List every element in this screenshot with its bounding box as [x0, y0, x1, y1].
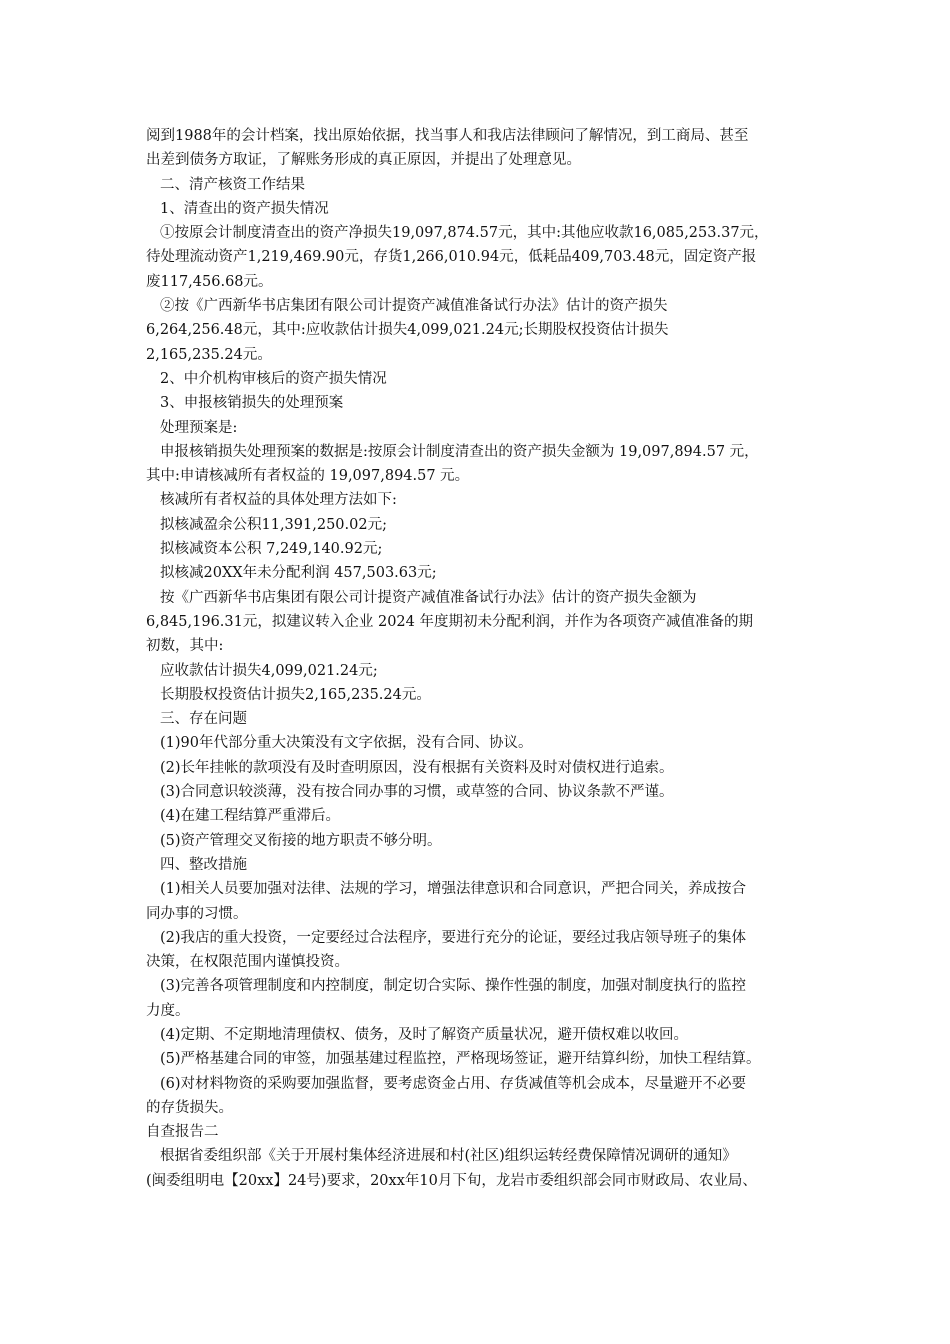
text-line: 拟核减20XX年未分配利润 457,503.63元;	[160, 565, 437, 582]
section-heading: 四、整改措施	[160, 856, 247, 873]
text-line: 阅到1988年的会计档案，找出原始依据，找当事人和我店法律顾问了解情况，到工商局、甚至	[146, 128, 749, 144]
document-page	[146, 124, 822, 1193]
text-line: (闽委组明电【20xx】24号)要求，20xx年10月下旬，龙岩市委组织部会同市财政局、农业局、	[146, 1172, 757, 1189]
section-heading: 二、清产核资工作结果	[160, 176, 305, 193]
text-line: 长期股权投资估计损失2,165,235.24元。	[160, 686, 431, 703]
list-item: (2)我店的重大投资，一定要经过合法程序，要进行充分的论证，要经过我店领导班子的集体	[160, 929, 747, 946]
text-line: 拟核减资本公积 7,249,140.92元;	[160, 541, 383, 558]
text-line: 待处理流动资产1,219,469.90元，存货1,266,010.94元，低耗品409,703.48元，固定资产报	[146, 249, 757, 266]
list-item: (3)完善各项管理制度和内控制度，制定切合实际、操作性强的制度，加强对制度执行的监控	[160, 978, 747, 995]
text-line: 出差到债务方取证，了解账务形成的真正原因，并提出了处理意见。	[146, 152, 581, 169]
text-line: ①按原会计制度清查出的资产净损失19,097,874.57元，其中:其他应收款16,085,253.37元，	[160, 225, 769, 242]
text-line: 的存货损失。	[146, 1099, 233, 1116]
list-item: (1)相关人员要加强对法律、法规的学习，增强法律意识和合同意识，严把合同关，养成按合	[160, 881, 747, 898]
subsection-heading: 3、申报核销损失的处理预案	[160, 395, 344, 412]
section-heading: 三、存在问题	[160, 711, 247, 728]
subsection-heading: 1、清查出的资产损失情况	[160, 200, 329, 217]
text-line: 力度。	[146, 1002, 190, 1019]
list-item: (5)严格基建合同的审签，加强基建过程监控，严格现场签证，避开结算纠纷，加快工程结算。	[160, 1051, 761, 1068]
text-line: 其中:申请核减所有者权益的 19,097,894.57 元。	[146, 468, 470, 485]
subsection-heading: 2、中介机构审核后的资产损失情况	[160, 370, 387, 387]
list-item: (1)90年代部分重大决策没有文字依据，没有合同、协议。	[160, 735, 533, 752]
list-item: (4)定期、不定期地清理债权、债务，及时了解资产质量状况，避开债权难以收回。	[160, 1026, 689, 1043]
text-line: 6,845,196.31元，拟建议转入企业 2024 年度期初未分配利润，并作为各项资产减值准备的期	[146, 613, 753, 630]
text-line: 按《广西新华书店集团有限公司计提资产减值准备试行办法》估计的资产损失金额为	[160, 589, 697, 606]
text-line: 同办事的习惯。	[146, 905, 248, 922]
text-line: ②按《广西新华书店集团有限公司计提资产减值准备试行办法》估计的资产损失	[160, 298, 668, 315]
list-item: (3)合同意识较淡薄，没有按合同办事的习惯，或草签的合同、协议条款不严谨。	[160, 784, 674, 801]
text-line: 拟核减盈余公积11,391,250.02元;	[160, 516, 387, 533]
list-item: (5)资产管理交叉衔接的地方职责不够分明。	[160, 832, 442, 849]
list-item: (4)在建工程结算严重滞后。	[160, 808, 341, 825]
text-line: 初数，其中:	[146, 638, 224, 655]
text-line: 6,264,256.48元，其中:应收款估计损失4,099,021.24元;长期股权投资估计损失	[146, 322, 669, 339]
text-line: 核减所有者权益的具体处理方法如下:	[160, 492, 397, 509]
text-line: 根据省委组织部《关于开展村集体经济进展和村(社区)组织运转经费保障情况调研的通知》	[160, 1148, 737, 1165]
text-line: 应收款估计损失4,099,021.24元;	[160, 662, 378, 679]
text-line: 申报核销损失处理预案的数据是:按原会计制度清查出的资产损失金额为 19,097,894.57 元，	[160, 443, 759, 460]
text-line: 废117,456.68元。	[146, 273, 273, 290]
list-item: (2)长年挂帐的款项没有及时查明原因，没有根据有关资料及时对债权进行追索。	[160, 759, 674, 776]
list-item: (6)对材料物资的采购要加强监督，要考虑资金占用、存货减值等机会成本，尽量避开不必要	[160, 1075, 747, 1092]
text-line: 处理预案是:	[160, 419, 238, 436]
text-line: 2,165,235.24元。	[146, 346, 272, 363]
report-title: 自查报告二	[146, 1124, 219, 1141]
text-line: 决策，在权限范围内谨慎投资。	[146, 954, 349, 971]
